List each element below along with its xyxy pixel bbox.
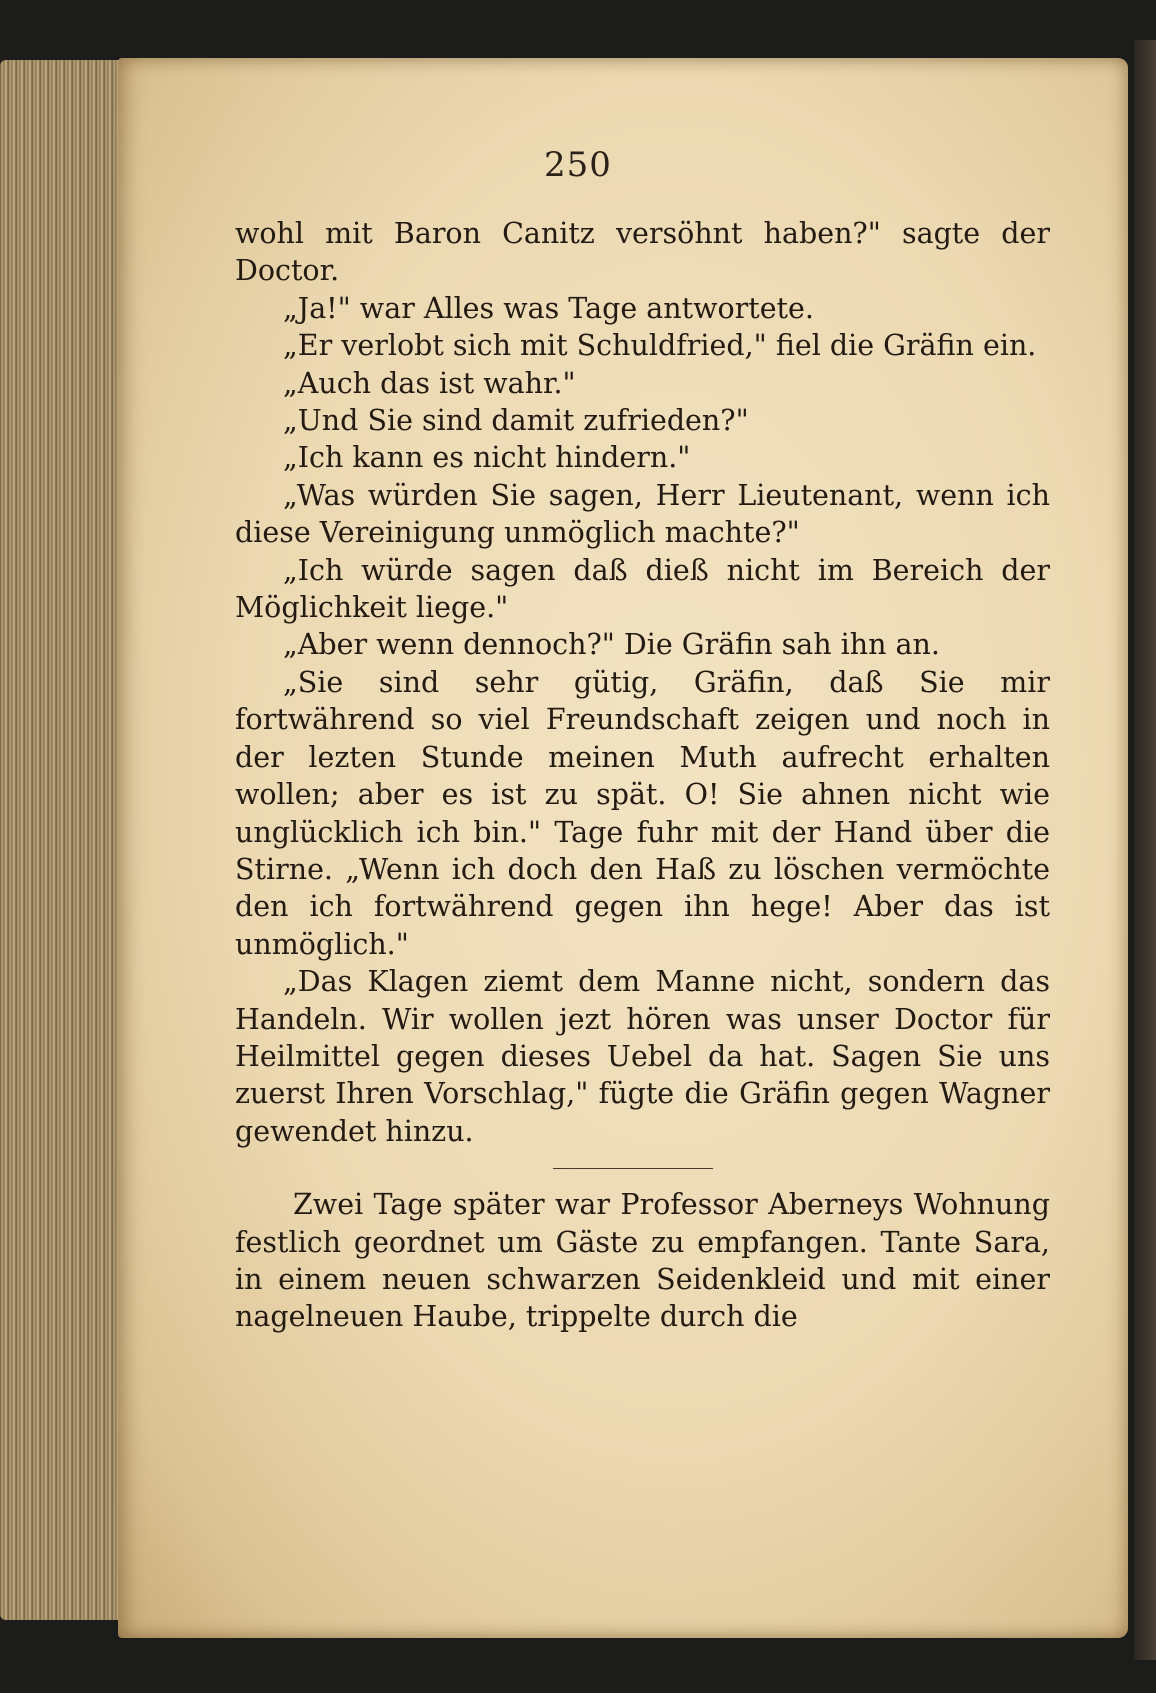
section-divider: [235, 1150, 1050, 1186]
divider-line: [553, 1168, 713, 1169]
paragraph: wohl mit Baron Canitz versöhnt haben?" sagte der Doctor.: [235, 217, 1050, 288]
paragraph: „Ich kann es nicht hindern.": [283, 441, 691, 475]
paragraph: „Auch das ist wahr.": [283, 366, 576, 400]
paragraph: „Sie sind sehr gütig, Gräfin, daß Sie mir fortwährend so viel Freundschaft zeigen und noch in der lezten Stunde meinen Muth aufrecht erhalten wollen; aber es ist zu spät. O! Sie ahnen nicht wie unglücklich ich bin." Tage fuhr mit der Hand über die Stirne. „Wenn ich doch den Haß zu löschen vermöchte den ich fortwährend gegen ihn hege! Aber das ist unmöglich.": [235, 665, 1050, 961]
paragraph: „Aber wenn dennoch?" Die Gräfin sah ihn an.: [283, 628, 940, 662]
final-paragraph: Zwei Tage später war Professor Aberneys Wohnung festlich geordnet um Gäste zu empfangen. Tante Sara, in einem neuen schwarzen Seidenkleid und mit einer nagelneuen Haube, trippelte durch die: [235, 1188, 1050, 1334]
page-number: 250: [544, 145, 612, 185]
paragraph: „Ich würde sagen daß dieß nicht im Bereich der Möglichkeit liege.": [235, 553, 1050, 625]
paragraph: „Was würden Sie sagen, Herr Lieutenant, wenn ich diese Vereinigung unmöglich machte?": [235, 478, 1050, 550]
paragraph: „Ja!" war Alles was Tage antwortete.: [283, 291, 814, 325]
body-text: [235, 215, 1050, 1336]
page-right-edge: [1134, 40, 1156, 1660]
paragraph: „Das Klagen ziemt dem Manne nicht, sondern das Handeln. Wir wollen jezt hören was unser Doctor für Heilmittel gegen dieses Uebel da hat. Sagen Sie uns zuerst Ihren Vorschlag," fügte die Gräfin gegen Wagner gewendet hinzu.: [235, 965, 1050, 1148]
paragraph: „Und Sie sind damit zufrieden?": [283, 404, 749, 438]
paragraph: „Er verlobt sich mit Schuldfried," fiel die Gräfin ein.: [283, 329, 1037, 363]
